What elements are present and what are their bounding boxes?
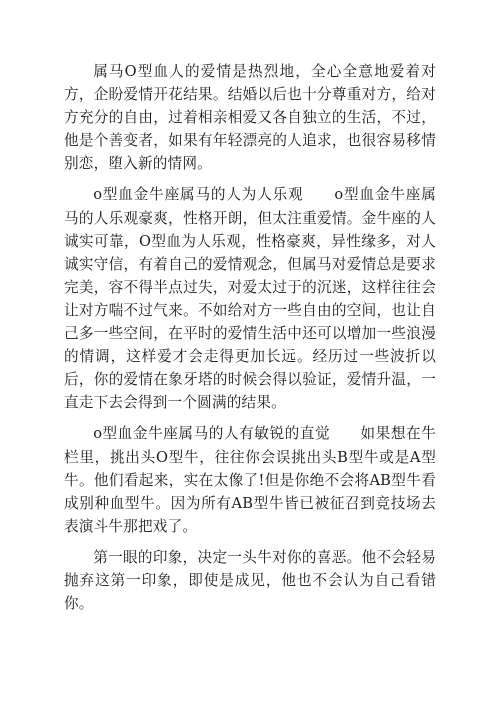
document-page <box>64 60 436 700</box>
paragraph-optimistic: o型血金牛座属马的人为人乐观 o型血金牛座属马的人乐观豪爽，性格开朗，但太注重爱情。金牛座的人诚实可靠，O型血为人乐观，性格豪爽，异性缘多，对人诚实守信，有着自己的爱情观念，但属马对爱情总是要求完美，容不得半点过失，对爱太过于的沉迷，这样往往会让对方喘不过气来。不如给对方一些自由的空间，也让自己多一些空间，在平时的爱情生活中还可以增加一些浪漫的情调，这样爱才会走得更加长远。经历过一些波折以后，你的爱情在象牙塔的时候会得以验证，爱情升温，一直走下去会得到一个圆满的结果。 <box>64 186 436 412</box>
paragraph-love-character: 属马O型血人的爱情是热烈地，全心全意地爱着对方，企盼爱情开花结果。结婚以后也十分尊重对方，给对方充分的自由，过着相亲相爱又各自独立的生活，不过，他是个善变者，如果有年轻漂亮的人追求，也很容易移情别恋，堕入新的情网。 <box>64 63 436 173</box>
paragraph-first-impression: 第一眼的印象，决定一头牛对你的喜恶。他不会轻易抛弃这第一印象，即使是成见，他也不会认为自己看错你。 <box>64 548 436 613</box>
paragraph-intuition: o型血金牛座属马的人有敏锐的直觉 如果想在牛栏里，挑出头O型牛，往往你会误挑出头B型牛或是A型牛。他们看起来，实在太像了!但是你绝不会将AB型牛看成别种血型牛。因为所有AB型牛皆已被征召到竞技场去表演斗牛那把戏了。 <box>64 425 436 535</box>
